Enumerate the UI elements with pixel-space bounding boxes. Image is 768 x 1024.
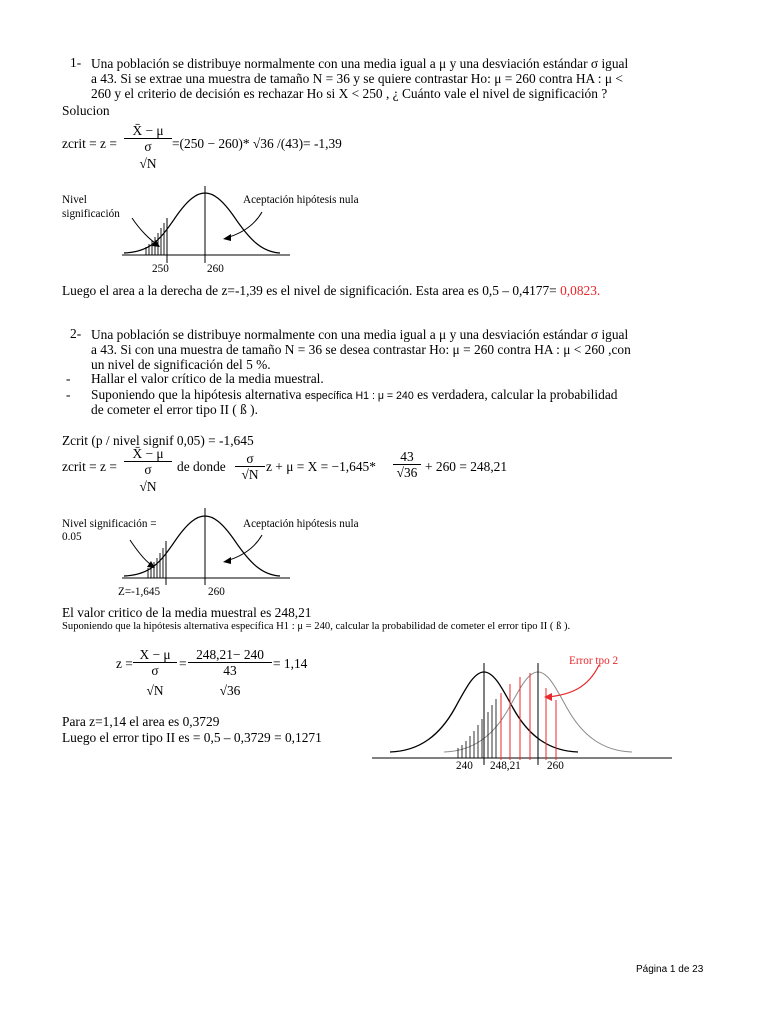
fraction-denominator: 43 <box>223 663 237 679</box>
fraction-denominator: σ <box>144 139 152 155</box>
graph2-label-left-2: 0.05 <box>62 531 82 543</box>
graph2-label-left-1: Nivel significación = <box>62 518 157 530</box>
fraction-numerator: σ <box>246 451 254 466</box>
bullet-2-line-2: de cometer el error tipo II ( ß ). <box>91 402 258 417</box>
problem1-line-2: a 43. Si se extrae una muestra de tamaño N = 36 y se quiere contrastar Ho: μ = 260 contra HA : μ < <box>91 71 623 86</box>
fraction-denominator: σ <box>144 462 152 478</box>
error-line: Luego el error tipo II es = 0,5 – 0,3729 = 0,1271 <box>62 730 322 745</box>
fraction-root: √N <box>146 682 164 698</box>
bullet-2-part-b: específica H1 : μ = 240 <box>304 390 414 402</box>
fraction-root: √N <box>139 478 157 494</box>
error-type-ii-label: Error tpo 2 <box>569 655 619 667</box>
graph1-tick-260: 260 <box>207 263 224 275</box>
graph3-tick-240: 240 <box>456 760 473 772</box>
graph2-label-right: Aceptación hipótesis nula <box>243 518 359 530</box>
graph1-label-left-2: significación <box>62 208 120 220</box>
problem2-subtitle: Suponiendo que la hipótesis alternativa específica H1 : μ = 240, calcular la probabilidad de cometer el error tipo II ( ß ). <box>62 621 571 632</box>
fraction-numerator: X̄ − μ <box>132 446 164 461</box>
bullet-2-part-a: Suponiendo que la hipótesis alternativa <box>91 387 302 402</box>
fraction-numerator: X − μ <box>139 647 171 662</box>
z-equals: = <box>179 656 187 671</box>
bullet-2-part-c: es verdadera, calcular la probabilidad <box>417 387 618 402</box>
critical-value-line: El valor critico de la media muestral es 248,21 <box>62 605 312 620</box>
conclusion-value: 0,0823. <box>560 283 601 298</box>
z-result: = 1,14 <box>273 656 308 671</box>
graph1-tick-250: 250 <box>152 263 169 275</box>
problem2-line-3: un nivel de significación del 5 %. <box>91 357 271 372</box>
fraction-root: √36 <box>219 682 241 698</box>
fraction-numerator: 43 <box>400 449 414 464</box>
area-line: Para z=1,14 el area es 0,3729 <box>62 714 220 729</box>
fraction-root: √N <box>139 155 157 171</box>
fraction-denominator: σ <box>151 663 159 679</box>
graph3-tick-260: 260 <box>547 760 564 772</box>
problem2-number: 2- <box>70 326 82 341</box>
page-number: Página 1 de 23 <box>636 964 704 975</box>
problem2-line-2: a 43. Si con una muestra de tamaño N = 36 se desea contrastar Ho: μ = 260 contra HA : μ < 260 ,con <box>91 342 631 357</box>
problem1-line-3: 260 y el criterio de decisión es rechazar Ho si X < 250 , ¿ Cuánto vale el nivel de significación ? <box>91 86 608 101</box>
zcrit-rhs: =(250 − 260)* √36 /(43)= -1,39 <box>172 136 342 151</box>
zcrit-p: Zcrit (p / nivel signif 0,05) = -1,645 <box>62 433 254 448</box>
bullet-dash-1: - <box>66 371 71 386</box>
fraction-numerator: X̄ − μ <box>132 123 164 138</box>
de-donde: de donde <box>177 459 226 474</box>
zcrit2-lhs: zcrit = z = <box>62 459 117 474</box>
equation-end: + 260 = 248,21 <box>425 459 508 474</box>
fraction-denominator: √N <box>241 467 259 483</box>
equation-middle: z + μ = X = −1,645* <box>266 459 376 474</box>
z-lhs: z = <box>116 656 133 671</box>
graph1-label-left-1: Nivel <box>62 194 87 206</box>
graph1-label-right: Aceptación hipótesis nula <box>243 194 359 206</box>
graph3-tick-24821: 248,21 <box>490 760 521 772</box>
solution-label: Solucion <box>62 103 110 118</box>
graph2-tick-z: Z=-1,645 <box>118 586 161 598</box>
bullet-dash-2: - <box>66 387 71 402</box>
problem2-line-1: Una población se distribuye normalmente con una media igual a μ y una desviación estándar σ igual <box>91 327 629 342</box>
conclusion-text: Luego el area a la derecha de z=-1,39 es el nivel de significación. Esta area es 0,5 – 0,4177= <box>62 283 557 298</box>
fraction-numerator: 248,21− 240 <box>196 647 264 662</box>
fraction-denominator: √36 <box>396 465 418 481</box>
zcrit-lhs: zcrit = z = <box>62 136 117 151</box>
bullet-1: Hallar el valor crítico de la media muestral. <box>91 371 324 386</box>
problem1-line-1: Una población se distribuye normalmente con una media igual a μ y una desviación estándar σ igual <box>91 56 629 71</box>
problem1-number: 1- <box>70 55 82 70</box>
graph2-tick-260: 260 <box>208 586 225 598</box>
